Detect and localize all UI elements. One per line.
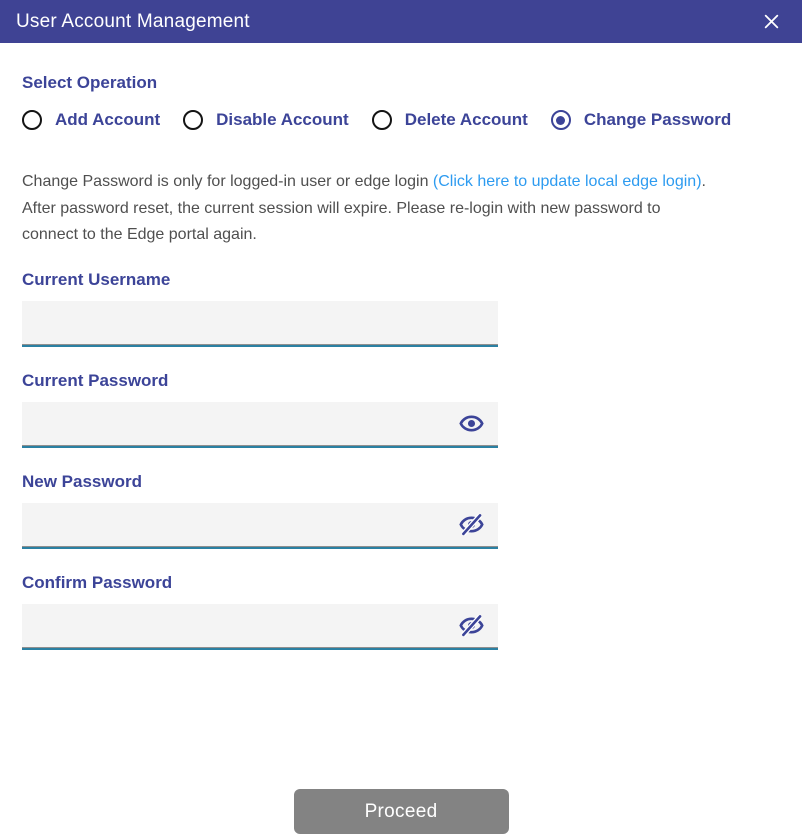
eye-slash-icon [457, 512, 486, 537]
confirm-password-input[interactable] [22, 604, 498, 648]
operation-radio-group [22, 110, 780, 130]
current-username-input[interactable] [22, 301, 498, 345]
confirm-password-group [22, 573, 498, 650]
radio-circle-icon [183, 110, 203, 130]
description-text: . [701, 173, 706, 190]
select-operation-label: Select Operation [22, 73, 158, 92]
paren-close: ) [696, 173, 702, 190]
radio-change-password[interactable] [551, 110, 731, 130]
toggle-current-password-visibility[interactable] [456, 411, 486, 437]
new-password-input[interactable] [22, 503, 498, 547]
input-underline [22, 503, 498, 549]
radio-delete-account[interactable] [372, 110, 528, 130]
radio-circle-icon [551, 110, 571, 130]
input-underline [22, 402, 498, 448]
radio-circle-icon [372, 110, 392, 130]
dialog-footer [0, 789, 802, 834]
current-username-group [22, 270, 498, 347]
current-password-group [22, 371, 498, 448]
paren-open: ( [432, 173, 439, 190]
confirm-password-label: Confirm Password [22, 572, 173, 592]
dialog-content [0, 72, 802, 650]
radio-add-account[interactable] [22, 110, 160, 130]
current-password-input[interactable] [22, 402, 498, 446]
update-edge-login-link[interactable]: Click here to update local edge login [438, 173, 697, 190]
current-username-label: Current Username [22, 269, 171, 289]
description-text: After password reset, the current session will expire. Please re-login with new password to [22, 199, 661, 217]
change-password-description [22, 169, 780, 249]
dialog-title: User Account Management [16, 10, 250, 32]
new-password-label: New Password [22, 471, 142, 491]
radio-label: Add Account [55, 110, 161, 129]
dialog-header [0, 0, 802, 43]
input-underline [22, 301, 498, 347]
radio-label: Delete Account [404, 110, 528, 129]
description-text: connect to the Edge portal again. [22, 226, 257, 243]
eye-slash-icon [457, 613, 486, 638]
toggle-confirm-password-visibility[interactable] [456, 613, 486, 639]
close-button[interactable] [760, 11, 782, 33]
radio-label: Change Password [583, 110, 732, 129]
new-password-group [22, 472, 498, 549]
description-text: Change Password is only for logged-in user or edge login [22, 173, 433, 190]
radio-circle-icon [22, 110, 42, 130]
eye-icon [457, 411, 486, 436]
current-password-label: Current Password [22, 370, 169, 390]
radio-label: Disable Account [216, 110, 349, 129]
proceed-button[interactable]: Proceed [294, 789, 509, 834]
radio-disable-account[interactable] [183, 110, 349, 130]
close-icon [763, 13, 780, 30]
input-underline [22, 604, 498, 650]
toggle-new-password-visibility[interactable] [456, 512, 486, 538]
